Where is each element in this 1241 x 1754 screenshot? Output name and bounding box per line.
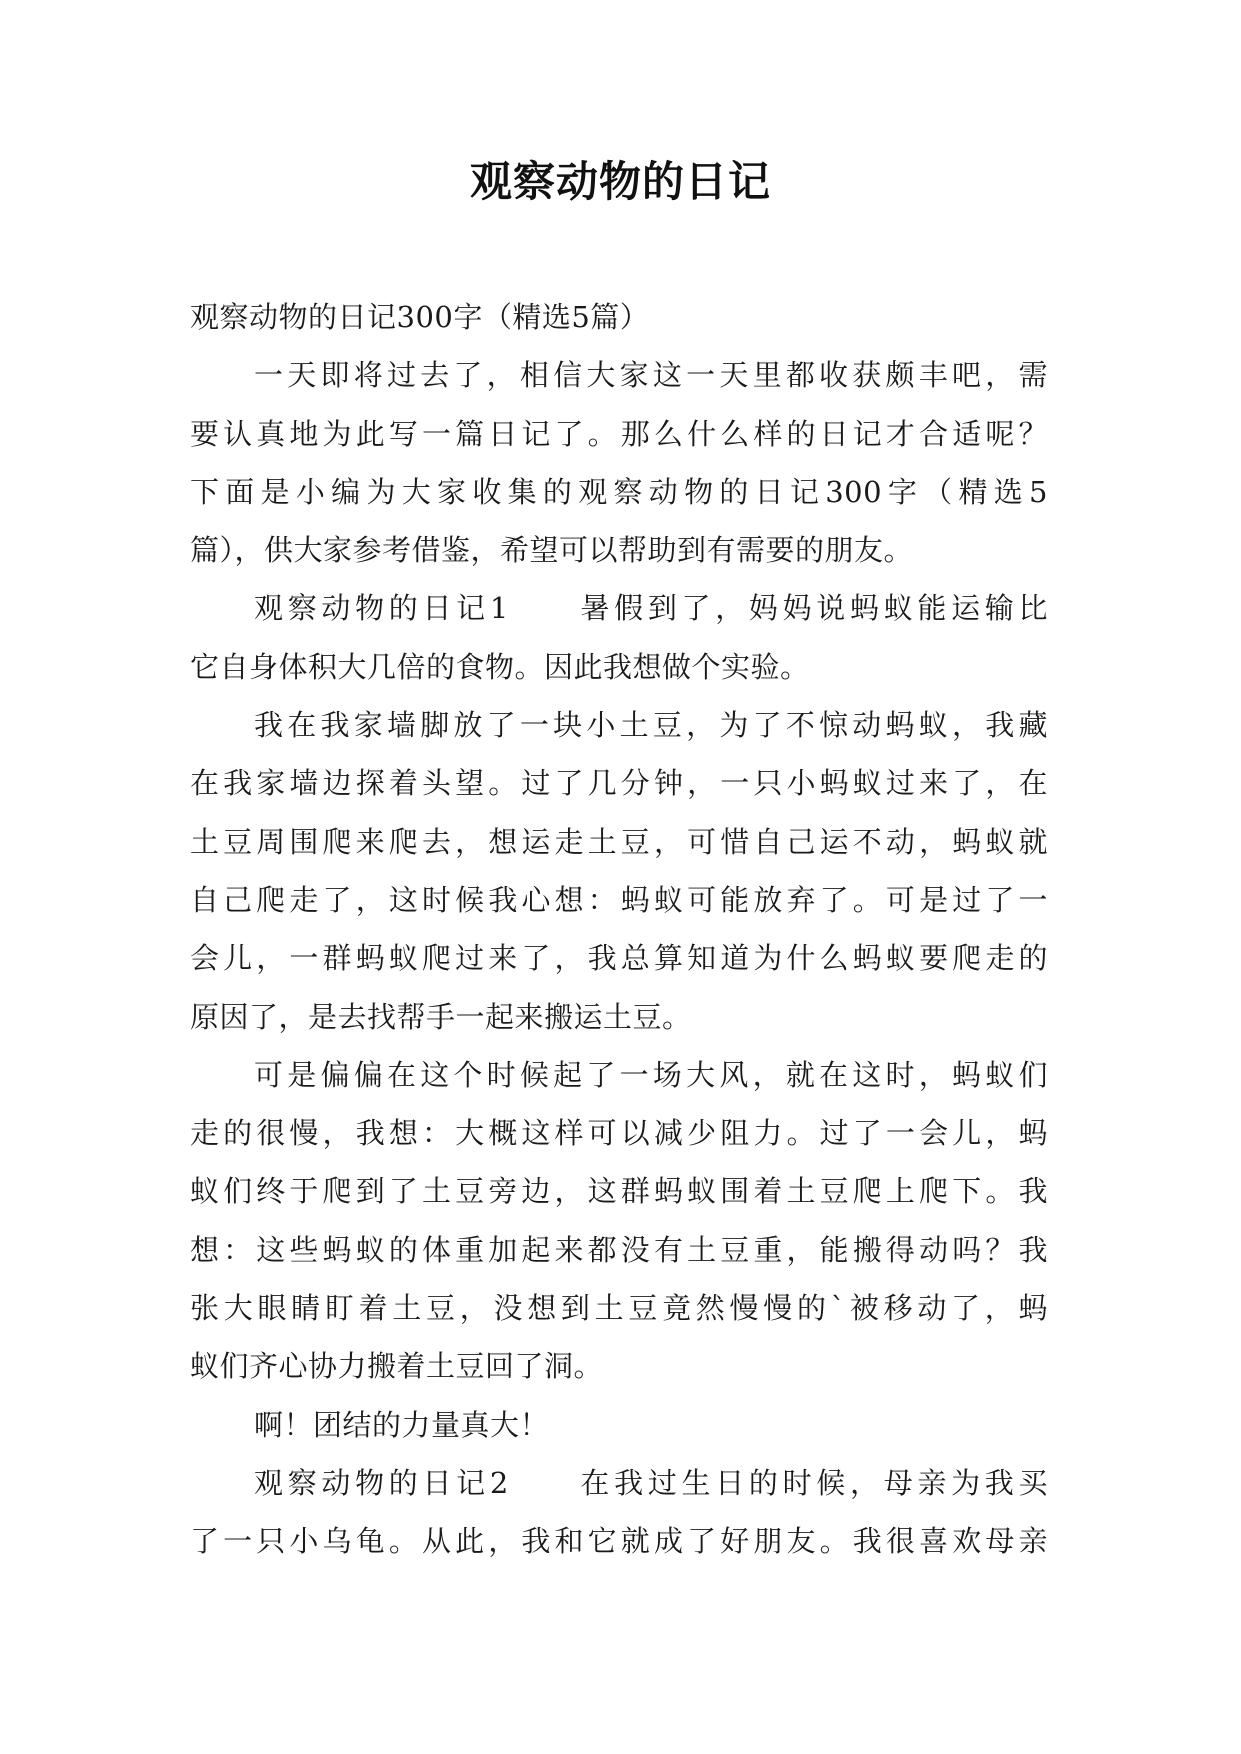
text-line: 篇），供大家参考借鉴，希望可以帮助到有需要的朋友。 bbox=[190, 533, 914, 568]
text-line: 原因了，是去找帮手一起来搬运土豆。 bbox=[190, 999, 692, 1034]
text-line: 蚁们齐心协力搬着土豆回了洞。 bbox=[190, 1349, 604, 1384]
text-line: 它自身体积大几倍的食物。因此我想做个实验。 bbox=[190, 649, 810, 684]
text-line: 想：这些蚂蚁的体重加起来都没有土豆重，能搬得动吗？我 bbox=[190, 1232, 1048, 1267]
text-line: 观察动物的日记2 在我过生日的时候，母亲为我买 bbox=[254, 1465, 1048, 1500]
text-line: 在我家墙边探着头望。过了几分钟，一只小蚂蚁过来了，在 bbox=[190, 766, 1048, 801]
text-line: 蚁们终于爬到了土豆旁边，这群蚂蚁围着土豆爬上爬下。我 bbox=[190, 1174, 1048, 1209]
text-line: 张大眼睛盯着土豆，没想到土豆竟然慢慢的`被移动了，蚂 bbox=[190, 1291, 1048, 1326]
text-line: 自己爬走了，这时候我心想：蚂蚁可能放弃了。可是过了一 bbox=[190, 882, 1048, 917]
text-line: 可是偏偏在这个时候起了一场大风，就在这时，蚂蚁们 bbox=[254, 1057, 1048, 1092]
text-line: 土豆周围爬来爬去，想运走土豆，可惜自己运不动，蚂蚁就 bbox=[190, 824, 1048, 859]
document-body bbox=[190, 288, 1048, 1571]
document-title: 观察动物的日记 bbox=[469, 157, 771, 206]
text-line: 观察动物的日记1 暑假到了，妈妈说蚂蚁能运输比 bbox=[254, 591, 1048, 626]
text-line: 了一只小乌龟。从此，我和它就成了好朋友。我很喜欢母亲 bbox=[190, 1524, 1048, 1559]
text-line: 会儿，一群蚂蚁爬过来了，我总算知道为什么蚂蚁要爬走的 bbox=[190, 941, 1048, 976]
text-line: 我在我家墙脚放了一块小土豆，为了不惊动蚂蚁，我藏 bbox=[254, 708, 1048, 743]
text-line: 下面是小编为大家收集的观察动物的日记300字（精选5 bbox=[190, 474, 1048, 509]
text-line: 啊！团结的力量真大！ bbox=[254, 1407, 550, 1442]
text-line: 走的很慢，我想：大概这样可以减少阻力。过了一会儿，蚂 bbox=[190, 1116, 1048, 1151]
text-line: 要认真地为此写一篇日记了。那么什么样的日记才合适呢？ bbox=[190, 416, 1048, 451]
text-line: 观察动物的日记300字（精选5篇） bbox=[190, 300, 650, 334]
text-line: 一天即将过去了，相信大家这一天里都收获颇丰吧，需 bbox=[254, 358, 1048, 393]
